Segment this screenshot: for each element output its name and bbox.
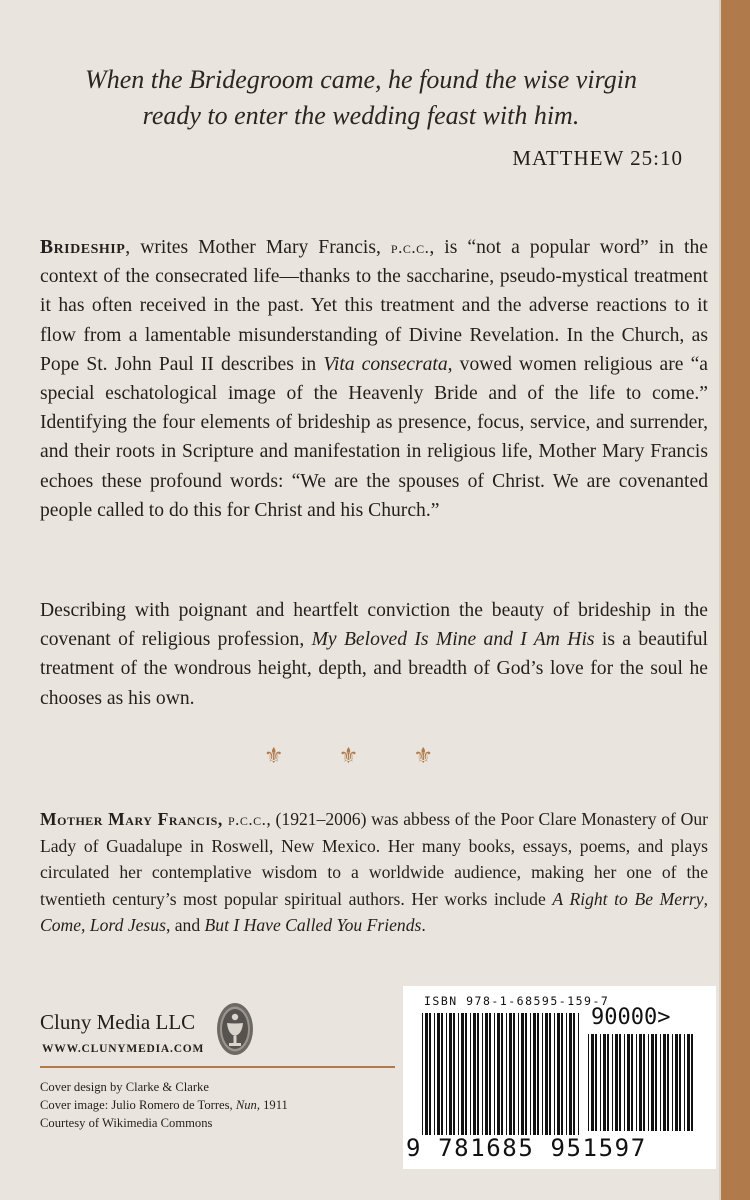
barcode-bar	[554, 1013, 555, 1135]
price-code: 90000>	[591, 1005, 671, 1030]
book-title: My Beloved Is Mine and I Am His	[311, 629, 595, 651]
description-paragraph-1	[40, 233, 708, 525]
text-run: .	[421, 914, 426, 935]
barcode-bar	[679, 1034, 681, 1131]
barcode-bar	[631, 1034, 633, 1131]
epigraph-line-2: ready to enter the wedding feast with him.	[142, 101, 580, 130]
document-title: Vita consecrata	[323, 353, 448, 375]
barcode-bar	[494, 1013, 495, 1135]
barcode-bar	[636, 1034, 637, 1131]
credit-source: Courtesy of Wikimedia Commons	[40, 1116, 213, 1130]
barcode-bar	[470, 1013, 471, 1135]
barcode-bar	[521, 1013, 524, 1135]
text-run: , vowed women religious are “a special eschatological image of the Heavenly Bride and of the life to come.” Identifying the four elements of brideship as presence, focus, service, and surrender, and their roots in Scripture and manifestation in religious life, Mother Mary Francis echoes these profound words: “We are the spouses of Christ. We are covenanted people called to do this for Christ and his Church.”	[40, 353, 708, 521]
barcode-bar	[651, 1034, 654, 1131]
barcode-bar	[437, 1013, 440, 1135]
barcode-bar	[672, 1034, 673, 1131]
barcode-bar	[663, 1034, 666, 1131]
text-run: is a beautiful treatment of the wondrous height, depth, and breadth of God’s love for the soul he chooses as his own.	[40, 629, 708, 709]
barcode-bar	[643, 1034, 645, 1131]
barcode-bar	[458, 1013, 459, 1135]
barcode-bar	[533, 1013, 536, 1135]
spine-band	[721, 0, 750, 1200]
barcode-bar	[687, 1034, 690, 1131]
barcode-bar	[655, 1034, 657, 1131]
barcode-bar	[627, 1034, 630, 1131]
barcode-bar	[566, 1013, 567, 1135]
barcode-bar	[612, 1034, 613, 1131]
text-run: ,	[703, 888, 708, 909]
ornament-divider: ⚜ ⚜ ⚜	[263, 744, 458, 769]
barcode-bar	[446, 1013, 447, 1135]
barcode-bar	[485, 1013, 488, 1135]
work-title: A Right to Be Merry	[552, 888, 704, 909]
barcode-bar	[518, 1013, 519, 1135]
barcode-bar	[619, 1034, 621, 1131]
text-run: , (1921–2006) was abbess of the Poor Clare Monastery of Our Lady of Guadalupe in Roswell, New Mexico. Her many books, essays, poems, and plays circulated her contemplative wisdom to a worldwide audience, making her one of the twentieth century’s most popular spiritual authors. Her works include	[40, 809, 708, 909]
epigraph	[40, 62, 682, 134]
barcode-bar	[615, 1034, 618, 1131]
divider-rule	[40, 1066, 395, 1068]
barcode-bar	[660, 1034, 661, 1131]
artwork-title: Nun	[235, 1098, 257, 1112]
barcode-bar	[425, 1013, 428, 1135]
author-bio	[40, 806, 708, 938]
abbreviation: p.c.c.	[390, 238, 430, 257]
barcode-bar	[477, 1013, 479, 1135]
chalice-seal-logo	[216, 1002, 254, 1056]
text-run: , 1911	[256, 1098, 288, 1112]
isbn-text: ISBN 978-1-68595-159-7	[424, 994, 610, 1008]
credit-design: Cover design by Clarke & Clarke	[40, 1080, 209, 1094]
text-run: , writes Mother Mary Francis,	[125, 237, 391, 258]
barcode-digits: 9 781685 951597	[406, 1134, 647, 1162]
description-paragraph-2	[40, 596, 708, 713]
barcode-bar	[453, 1013, 455, 1135]
barcode-bar	[561, 1013, 563, 1135]
barcode-bar	[537, 1013, 539, 1135]
barcode-bar	[473, 1013, 476, 1135]
author-name: Mother Mary Francis,	[40, 809, 228, 829]
barcode-bar	[422, 1013, 423, 1135]
barcode-bar	[607, 1034, 609, 1131]
barcode-bar	[489, 1013, 491, 1135]
barcode-bar	[578, 1013, 579, 1135]
barcode-bar	[429, 1013, 431, 1135]
barcode-bar	[482, 1013, 483, 1135]
barcode-bar	[591, 1034, 594, 1131]
barcode-bar	[449, 1013, 452, 1135]
text-run: , is “not a popular word” in the context of the consecrated life—thanks to the saccharine, pseudo-mystical treatment it has often received in the past. Yet this treatment and the adverse reactions to it flow from a lamentable misunderstanding of Divine Revelation. In the Church, as Pope St. John Paul II describes in	[40, 237, 708, 375]
barcode-bar	[465, 1013, 467, 1135]
barcode-bar	[434, 1013, 435, 1135]
ean-barcode	[422, 1013, 582, 1135]
text-run: , and	[165, 914, 205, 935]
epigraph-reference: MATTHEW 25:10	[512, 146, 683, 170]
barcode-bar	[501, 1013, 503, 1135]
barcode-bar	[600, 1034, 601, 1131]
barcode-bar	[667, 1034, 669, 1131]
barcode-bar	[525, 1013, 527, 1135]
barcode-bar	[509, 1013, 512, 1135]
abbreviation: p.c.c.	[227, 810, 267, 829]
barcode-bar	[441, 1013, 443, 1135]
barcode-bar	[542, 1013, 543, 1135]
barcode-bar	[573, 1013, 575, 1135]
addon-barcode	[588, 1034, 696, 1131]
barcode-bar	[545, 1013, 548, 1135]
barcode-bar	[675, 1034, 678, 1131]
barcode-bar	[648, 1034, 649, 1131]
barcode-bar	[588, 1034, 589, 1131]
text-run: Describing with poignant and heartfelt conviction the beauty of brideship in the covenant of religious profession,	[40, 600, 708, 651]
barcode-bar	[691, 1034, 693, 1131]
lead-word: Brideship	[40, 237, 126, 258]
barcode-bar	[557, 1013, 560, 1135]
barcode-bar	[684, 1034, 685, 1131]
epigraph-line-1: When the Bridegroom came, he found the wise virgin	[85, 65, 637, 94]
barcode-bar	[506, 1013, 507, 1135]
barcode-bar	[624, 1034, 625, 1131]
cover-credits	[40, 1078, 288, 1132]
barcode-bar	[513, 1013, 515, 1135]
barcode-bar	[530, 1013, 531, 1135]
publisher-website: WWW.CLUNYMEDIA.COM	[42, 1043, 205, 1055]
barcode-bar	[603, 1034, 606, 1131]
publisher-name: Cluny Media LLC	[40, 1010, 196, 1034]
work-title: Come, Lord Jesus	[40, 914, 166, 935]
barcode-bar	[497, 1013, 500, 1135]
barcode-bar	[461, 1013, 464, 1135]
barcode-bar	[569, 1013, 572, 1135]
barcode-bar	[639, 1034, 642, 1131]
text-run: Cover image: Julio Romero de Torres,	[40, 1098, 236, 1112]
work-title: But I Have Called You Friends	[204, 914, 422, 935]
barcode-bar	[595, 1034, 597, 1131]
credit-image	[40, 1096, 288, 1114]
barcode-bar	[549, 1013, 551, 1135]
